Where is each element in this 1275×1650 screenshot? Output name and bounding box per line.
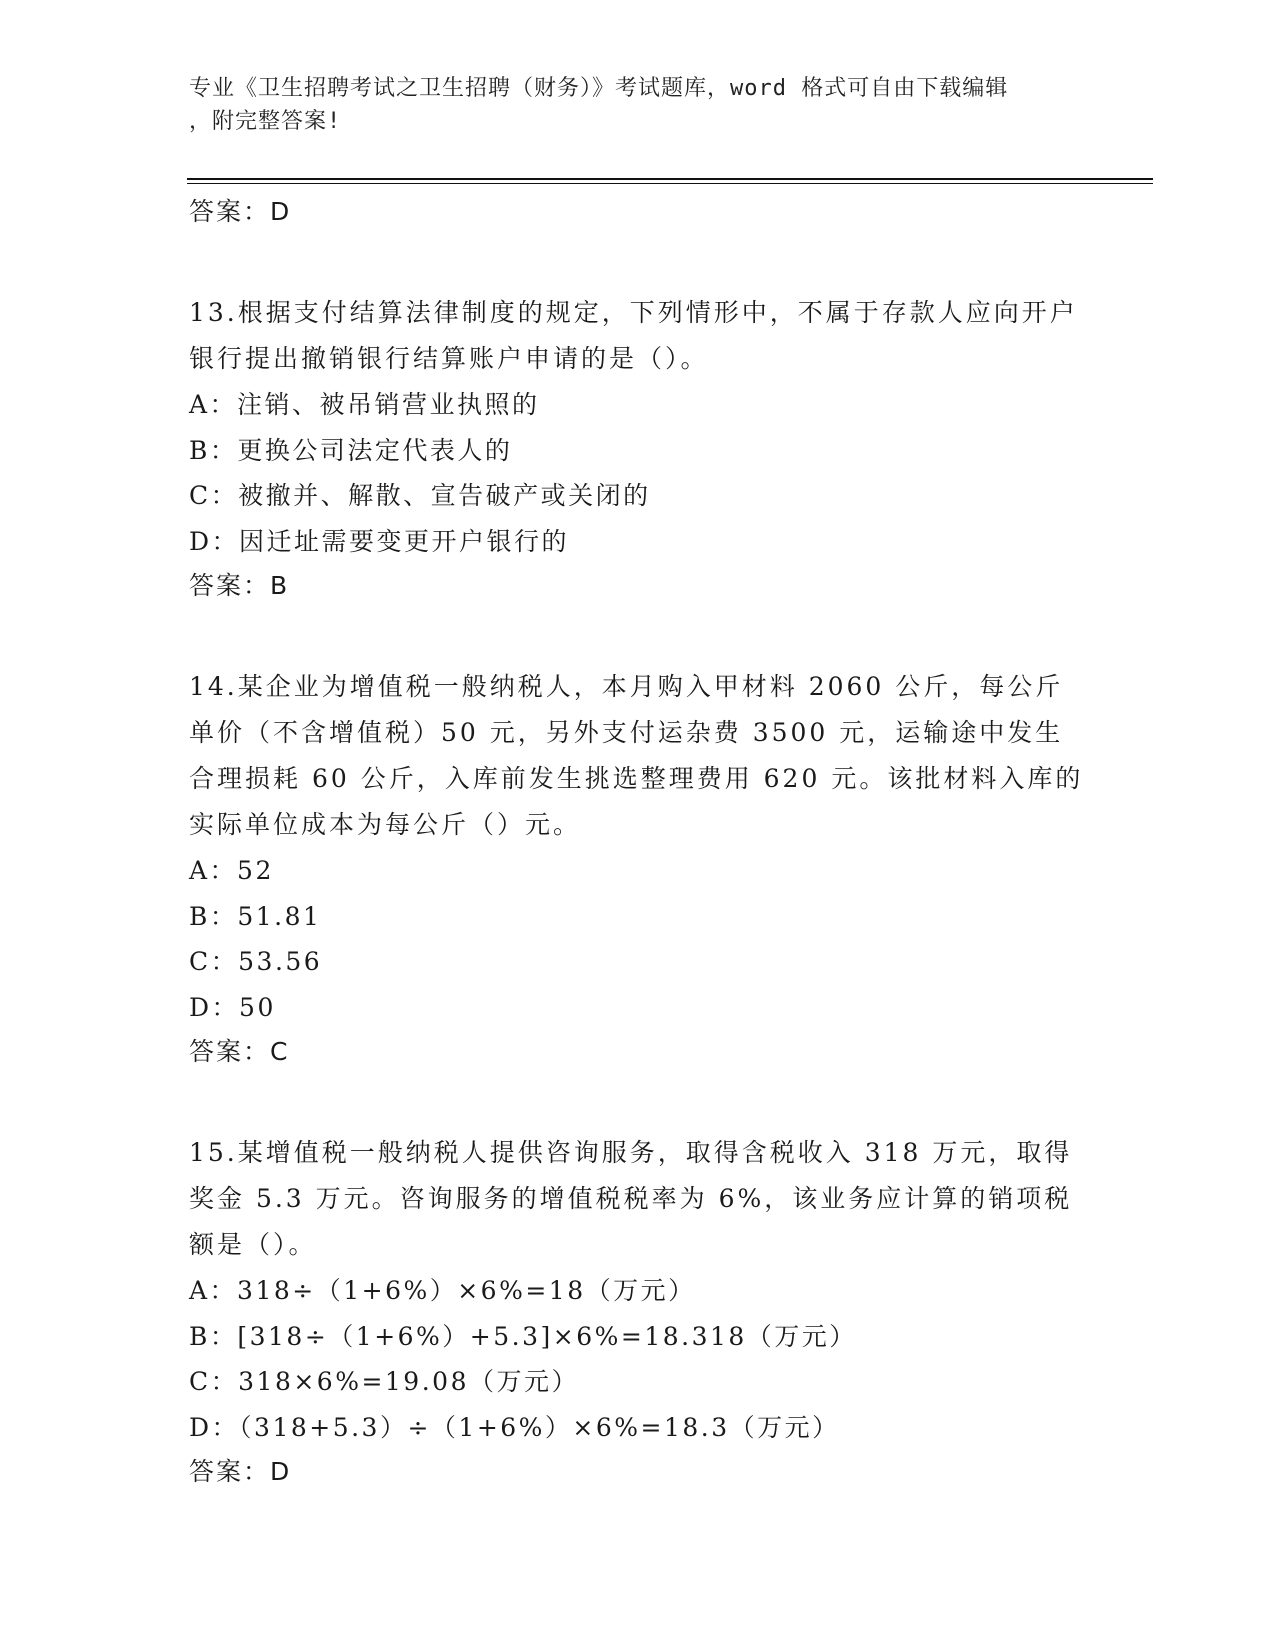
option-c: C：被撤并、解散、宣告破产或关闭的 xyxy=(189,481,651,510)
option-c: C：53.56 xyxy=(189,947,323,976)
option-a: A：318÷（1+6%）×6%=18（万元） xyxy=(189,1276,696,1305)
question-item xyxy=(189,1130,1089,1494)
header-rule xyxy=(187,178,1153,180)
header-rule-thin xyxy=(187,183,1153,184)
spacer xyxy=(189,608,1089,664)
option-b: B：[318÷（1+6%）+5.3]×6%=18.318（万元） xyxy=(189,1321,857,1351)
option-d: D：（318+5.3）÷（1+6%）×6%=18.3（万元） xyxy=(189,1412,840,1442)
question-item xyxy=(189,664,1089,1074)
header-line-2: ，附完整答案! xyxy=(189,109,342,134)
spacer xyxy=(189,234,1089,290)
option-b: B：更换公司法定代表人的 xyxy=(189,435,513,465)
option-a: A：52 xyxy=(189,856,274,885)
question-item xyxy=(189,290,1089,608)
question-text: 13.根据支付结算法律制度的规定，下列情形中，不属于存款人应向开户银行提出撤销银行结算账户申请的是（）。 xyxy=(189,298,1078,373)
option-b: B：51.81 xyxy=(189,901,322,931)
question-text: 15.某增值税一般纳税人提供咨询服务，取得含税收入 318 万元，取得奖金 5.3 万元。咨询服务的增值税税率为 6%，该业务应计算的销项税额是（）。 xyxy=(189,1138,1073,1259)
spacer xyxy=(189,1074,1089,1130)
header-line-1: 专业《卫生招聘考试之卫生招聘（财务）》考试题库，word 格式可自由下载编辑 xyxy=(189,76,1009,101)
answer-text: 答案：D xyxy=(189,1457,292,1486)
question-text: 14.某企业为增值税一般纳税人，本月购入甲材料 2060 公斤，每公斤单价（不含增值税）50 元，另外支付运杂费 3500 元，运输途中发生合理损耗 60 公斤，入库前发生挑选整理费用 620 元。该批材料入库的实际单位成本为每公斤（）元。 xyxy=(189,672,1084,839)
question-list xyxy=(189,190,1089,1494)
option-d: D：50 xyxy=(189,992,276,1022)
option-a: A：注销、被吊销营业执照的 xyxy=(189,390,540,419)
answer-text: 答案：C xyxy=(189,1037,290,1066)
option-c: C：318×6%=19.08（万元） xyxy=(189,1367,579,1396)
previous-answer: 答案：D xyxy=(189,197,292,226)
answer-text: 答案：B xyxy=(189,571,290,600)
option-d: D：因迁址需要变更开户银行的 xyxy=(189,526,570,556)
page-header xyxy=(189,72,1079,138)
